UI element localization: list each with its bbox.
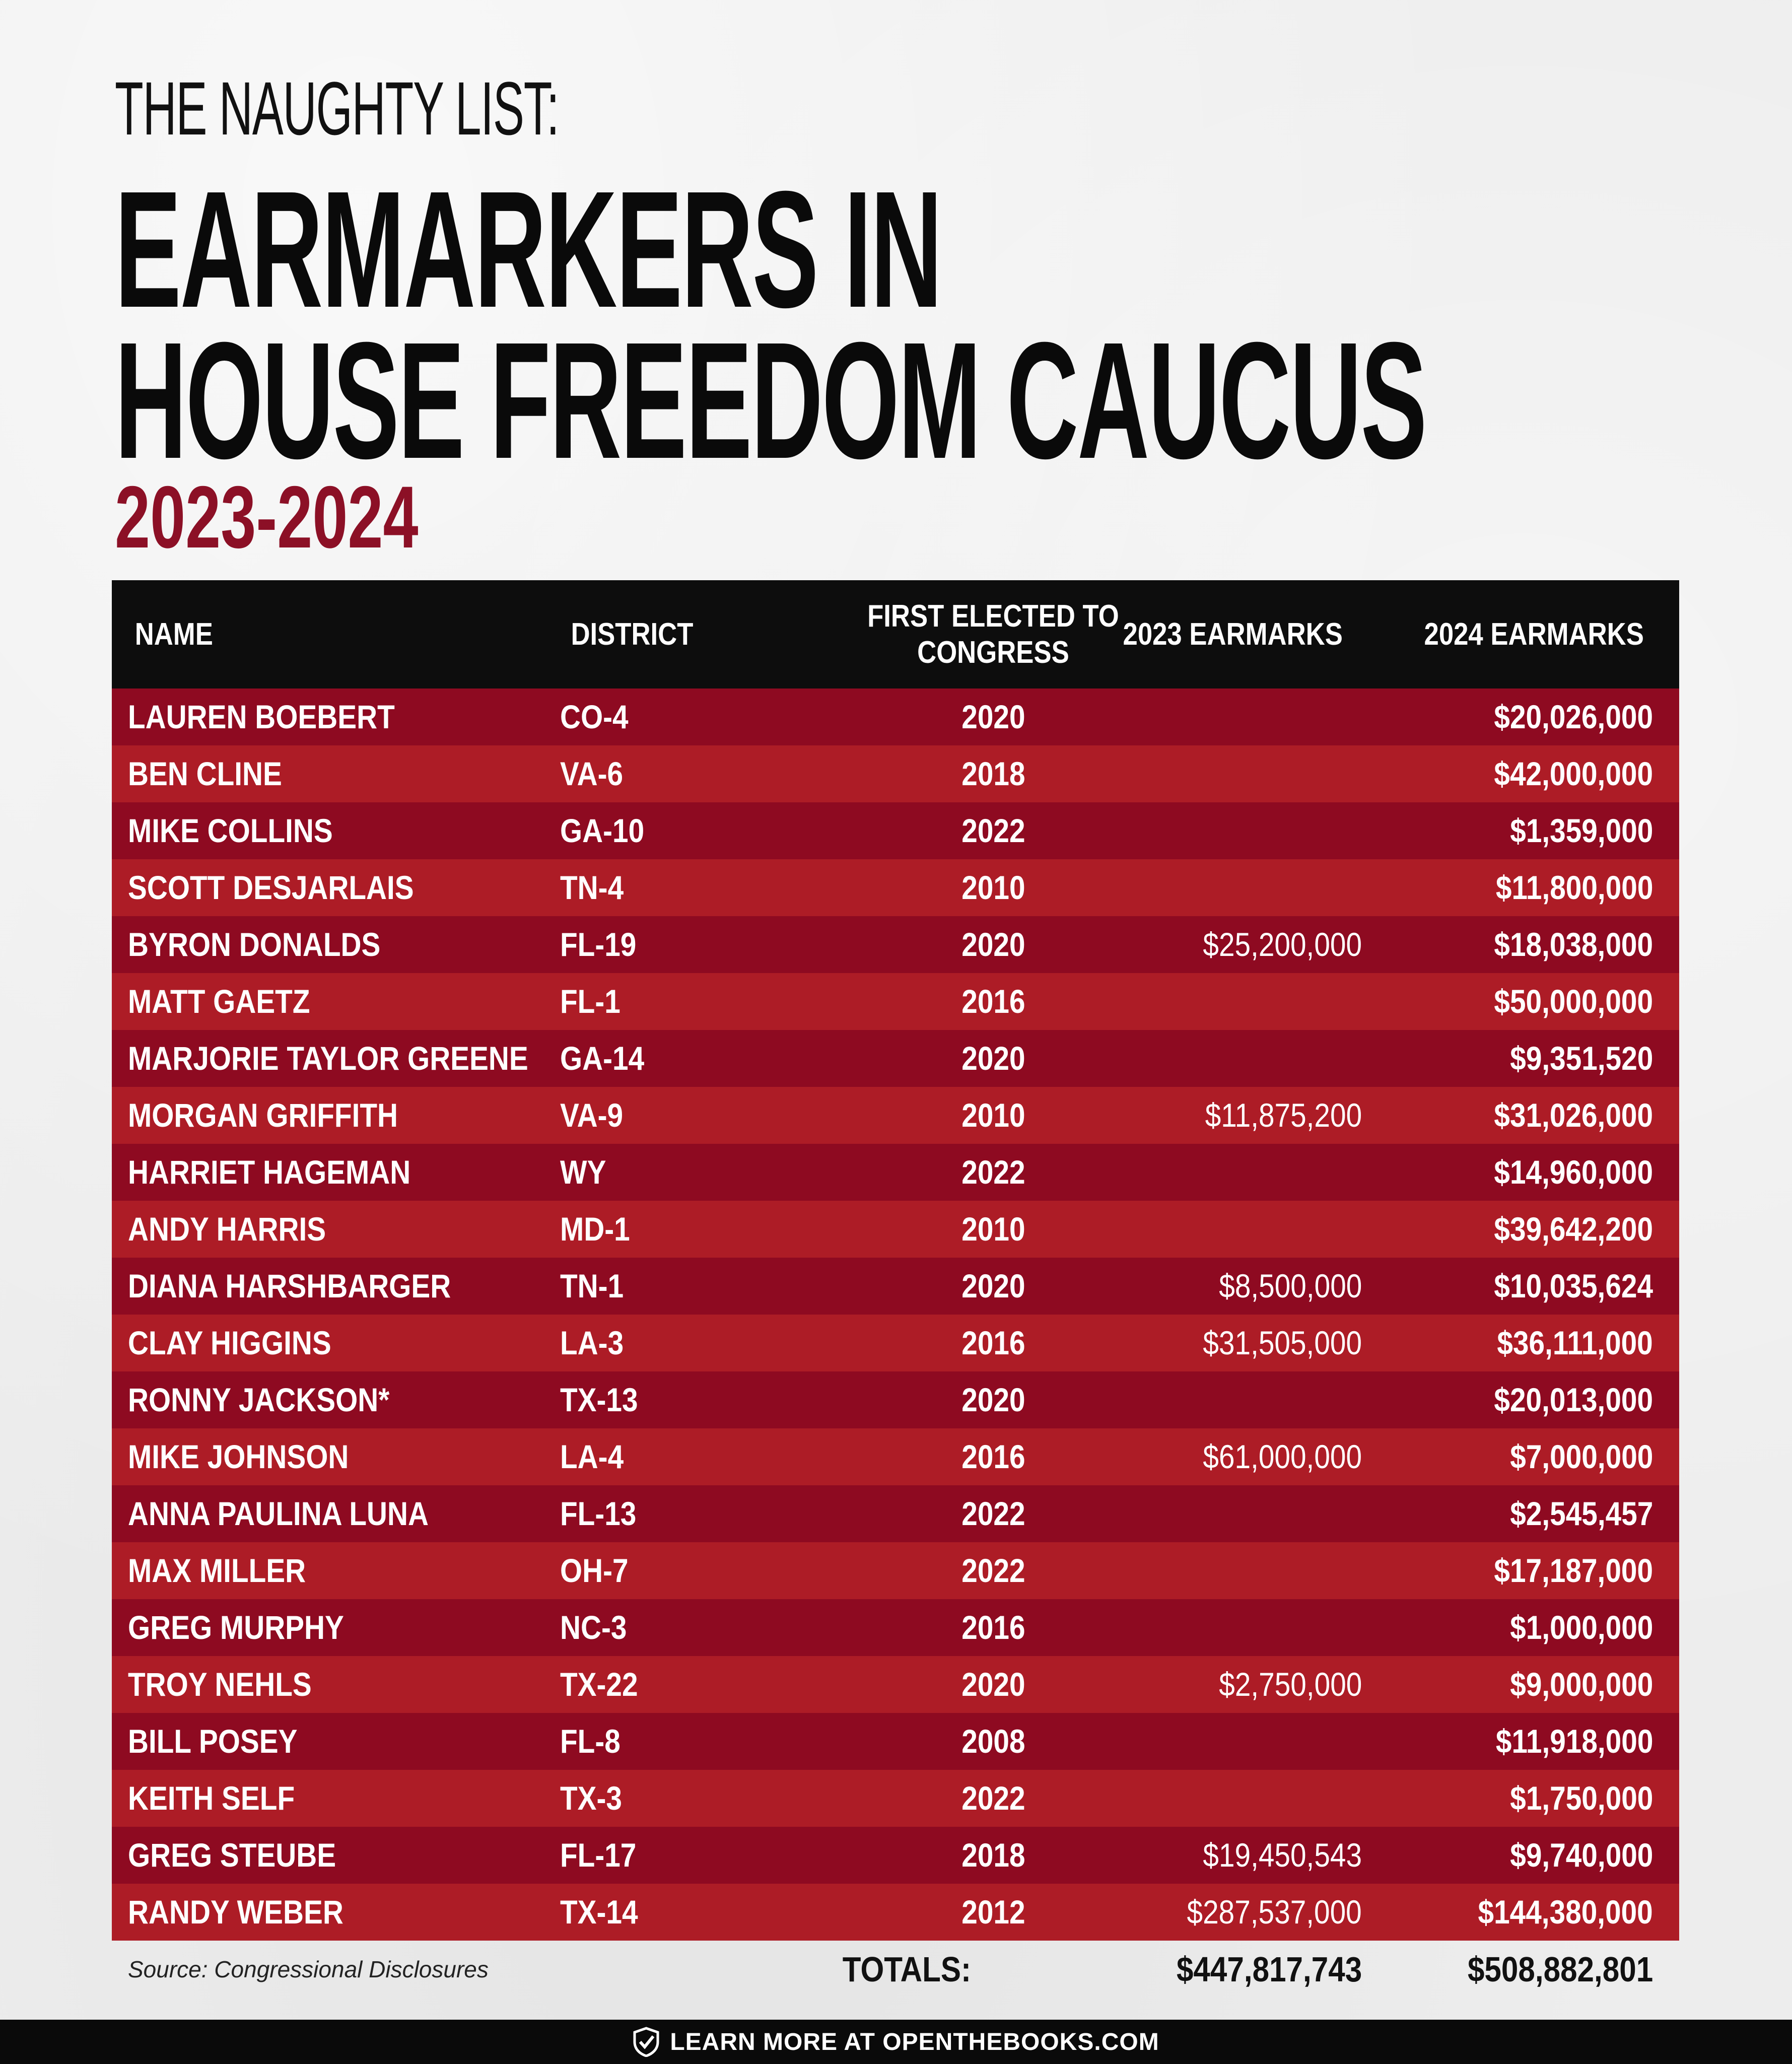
earmarks-2024: $11,918,000	[1495, 1723, 1653, 1760]
column-header-2023-earmarks: 2023 EARMARKS	[1123, 617, 1343, 652]
first-elected-year: 2018	[961, 1836, 1025, 1874]
district: OH-7	[560, 1552, 629, 1589]
first-elected-year: 2022	[961, 812, 1025, 849]
earmarks-2024: $20,013,000	[1494, 1381, 1653, 1418]
learn-more-link[interactable]: LEARN MORE AT OPENTHEBOOKS.COM	[670, 2028, 1159, 2055]
table-row	[112, 1428, 1679, 1485]
table-row	[112, 802, 1679, 859]
district: TX-22	[560, 1666, 638, 1703]
first-elected-year: 2010	[961, 869, 1025, 906]
first-elected-year: 2016	[961, 983, 1025, 1020]
table-row	[112, 1087, 1679, 1144]
member-name: MAX MILLER	[128, 1552, 306, 1589]
column-header-name: NAME	[134, 617, 213, 652]
first-elected-year: 2020	[961, 1666, 1025, 1703]
district: TX-14	[560, 1893, 638, 1931]
first-elected-year: 2018	[961, 755, 1025, 792]
first-elected-year: 2008	[961, 1723, 1025, 1760]
table-footer	[112, 1937, 1679, 2002]
earmarks-2024: $9,351,520	[1509, 1040, 1653, 1077]
first-elected-year: 2022	[961, 1495, 1025, 1532]
learn-more-bar[interactable]	[0, 2020, 1792, 2064]
district: FL-19	[560, 926, 637, 963]
first-elected-year: 2020	[961, 926, 1025, 963]
member-name: MORGAN GRIFFITH	[128, 1096, 398, 1134]
earmarks-2024: $50,000,000	[1494, 983, 1653, 1020]
earmarks-2023: $61,000,000	[1203, 1438, 1362, 1475]
earmarks-2024: $36,111,000	[1497, 1324, 1653, 1361]
earmarks-2024: $1,750,000	[1509, 1779, 1653, 1817]
earmarks-2024: $10,035,624	[1494, 1267, 1653, 1304]
district: FL-13	[560, 1495, 637, 1532]
member-name: RONNY JACKSON*	[128, 1381, 390, 1418]
earmarks-2023: $287,537,000	[1187, 1893, 1362, 1931]
earmarks-2024: $14,960,000	[1494, 1153, 1653, 1191]
table-row	[112, 1713, 1679, 1770]
earmarks-2023: $19,450,543	[1203, 1836, 1362, 1874]
earmarks-2023: $8,500,000	[1218, 1267, 1362, 1304]
table-row	[112, 1258, 1679, 1315]
first-elected-year: 2016	[961, 1438, 1025, 1475]
table-row	[112, 973, 1679, 1030]
first-elected-year: 2020	[961, 698, 1025, 735]
member-name: HARRIET HAGEMAN	[128, 1153, 411, 1191]
table-row	[112, 689, 1679, 745]
first-elected-year: 2020	[961, 1040, 1025, 1077]
district: WY	[560, 1153, 606, 1191]
earmarks-2024: $7,000,000	[1509, 1438, 1653, 1475]
district: VA-9	[560, 1096, 624, 1134]
source-note: Source: Congressional Disclosures	[128, 1956, 489, 1982]
member-name: DIANA HARSHBARGER	[128, 1267, 451, 1304]
member-name: ANDY HARRIS	[128, 1210, 326, 1248]
year-range: 2023-2024	[115, 468, 419, 567]
district: FL-1	[560, 983, 621, 1020]
table-row	[112, 1371, 1679, 1428]
table-row	[112, 1599, 1679, 1656]
member-name: LAUREN BOEBERT	[128, 698, 395, 735]
first-elected-year: 2022	[961, 1552, 1025, 1589]
table-row	[112, 1201, 1679, 1258]
member-name: MATT GAETZ	[128, 983, 310, 1020]
table-header	[112, 580, 1679, 689]
first-elected-year: 2022	[961, 1153, 1025, 1191]
member-name: BEN CLINE	[128, 755, 282, 792]
member-name: KEITH SELF	[128, 1779, 295, 1817]
earmarks-2024: $144,380,000	[1478, 1893, 1653, 1931]
member-name: TROY NEHLS	[128, 1666, 312, 1703]
first-elected-year: 2020	[961, 1267, 1025, 1304]
member-name: GREG MURPHY	[128, 1609, 344, 1646]
earmarks-2023: $11,875,200	[1205, 1096, 1362, 1134]
first-elected-year: 2016	[961, 1324, 1025, 1361]
earmarks-2024: $1,359,000	[1509, 812, 1653, 849]
district: GA-14	[560, 1040, 645, 1077]
earmarks-2024: $42,000,000	[1494, 755, 1653, 792]
district: GA-10	[560, 812, 645, 849]
first-elected-year: 2012	[961, 1893, 1025, 1931]
district: LA-3	[560, 1324, 624, 1361]
member-name: MARJORIE TAYLOR GREENE	[128, 1040, 528, 1077]
member-name: MIKE COLLINS	[128, 812, 333, 849]
table-row	[112, 916, 1679, 973]
district: FL-17	[560, 1836, 637, 1874]
first-elected-year: 2016	[961, 1609, 1025, 1646]
page-header	[115, 66, 1676, 567]
first-elected-year: 2020	[961, 1381, 1025, 1418]
table-row	[112, 1030, 1679, 1087]
member-name: CLAY HIGGINS	[128, 1324, 331, 1361]
district: CO-4	[560, 698, 629, 735]
table-row	[112, 745, 1679, 802]
earmarks-2024: $11,800,000	[1495, 869, 1653, 906]
earmarks-2024: $1,000,000	[1509, 1609, 1653, 1646]
page-title-line-2: HOUSE FREEDOM CAUCUS	[115, 307, 1426, 493]
first-elected-year: 2010	[961, 1210, 1025, 1248]
district: LA-4	[560, 1438, 624, 1475]
member-name: ANNA PAULINA LUNA	[128, 1495, 429, 1532]
table-row	[112, 859, 1679, 916]
column-header-2024-earmarks: 2024 EARMARKS	[1424, 617, 1644, 652]
column-header-district: DISTRICT	[571, 617, 694, 652]
first-elected-year: 2010	[961, 1096, 1025, 1134]
district: TX-3	[560, 1779, 623, 1817]
earmarks-2024: $2,545,457	[1509, 1495, 1653, 1532]
member-name: SCOTT DESJARLAIS	[128, 869, 414, 906]
earmarks-2023: $25,200,000	[1203, 926, 1362, 963]
earmarks-2024: $17,187,000	[1494, 1552, 1653, 1589]
earmarks-2024: $9,000,000	[1509, 1666, 1653, 1703]
check-shield-icon	[633, 2027, 660, 2057]
district: TN-4	[560, 869, 624, 906]
table-row	[112, 1827, 1679, 1884]
district: FL-8	[560, 1723, 621, 1760]
earmarks-2023: $2,750,000	[1218, 1666, 1362, 1703]
table-body	[112, 689, 1679, 1941]
first-elected-year: 2022	[961, 1779, 1025, 1817]
earmarks-2023: $31,505,000	[1203, 1324, 1362, 1361]
member-name: GREG STEUBE	[128, 1836, 336, 1874]
member-name: BILL POSEY	[128, 1723, 298, 1760]
table-row	[112, 1315, 1679, 1371]
earmarks-table	[112, 580, 1679, 1941]
table-row	[112, 1144, 1679, 1201]
table-row	[112, 1542, 1679, 1599]
page-subtitle: THE NAUGHTY LIST:	[115, 66, 559, 151]
total-2023: $447,817,743	[1176, 1950, 1362, 1989]
earmarks-2024: $20,026,000	[1494, 698, 1653, 735]
district: NC-3	[560, 1609, 627, 1646]
earmarks-2024: $18,038,000	[1494, 926, 1653, 963]
column-header-first-elected: FIRST ELECTED TO CONGRESS	[867, 598, 1119, 670]
table-row	[112, 1656, 1679, 1713]
district: TN-1	[560, 1267, 624, 1304]
totals-label: TOTALS:	[842, 1950, 972, 1989]
member-name: RANDY WEBER	[128, 1893, 343, 1931]
district: VA-6	[560, 755, 624, 792]
member-name: BYRON DONALDS	[128, 926, 381, 963]
earmarks-2024: $39,642,200	[1494, 1210, 1653, 1248]
district: MD-1	[560, 1210, 630, 1248]
table-row	[112, 1884, 1679, 1941]
member-name: MIKE JOHNSON	[128, 1438, 349, 1475]
district: TX-13	[560, 1381, 638, 1418]
table-row	[112, 1770, 1679, 1827]
earmarks-2024: $31,026,000	[1494, 1096, 1653, 1134]
page-title-line-1: EARMARKERS IN	[115, 156, 941, 342]
table-row	[112, 1485, 1679, 1542]
earmarks-2024: $9,740,000	[1509, 1836, 1653, 1874]
total-2024: $508,882,801	[1467, 1950, 1653, 1989]
